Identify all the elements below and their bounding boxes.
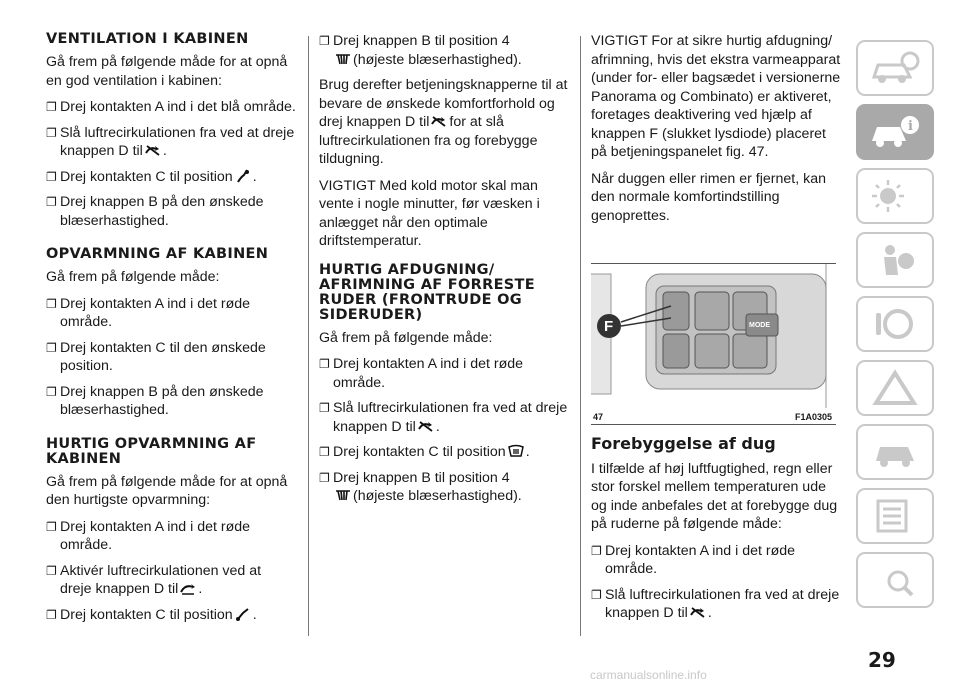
list-item: ❐ Drej kontakten A ind i det røde område. — [591, 542, 796, 577]
recirculation-on-icon — [180, 581, 196, 595]
car-i-icon — [868, 113, 922, 151]
paragraph: Når duggen eller rimen er fjernet, kan den normale komfortindstilling genoprettes. — [591, 170, 827, 224]
heading-fast-heating: HURTIG OPVARMNING AF KABINEN — [46, 435, 257, 467]
tab-technical-data[interactable] — [856, 488, 934, 544]
tab-driving[interactable] — [856, 296, 934, 352]
airbag-icon — [868, 241, 922, 279]
list-item: ❐ Drej kontakten A ind i det røde område. — [46, 518, 251, 553]
column-2 — [319, 32, 569, 513]
heading-prevent-fog: Forebyggelse af dug — [591, 434, 776, 453]
column-divider — [308, 36, 309, 636]
page-number: 29 — [868, 648, 896, 672]
svg-text:i: i — [908, 119, 913, 134]
list-item: ❐ Slå luftrecirkulationen fra ved at dreje knappen D til . — [591, 586, 840, 621]
defrost-icon — [508, 444, 524, 458]
fan-speed-icon — [335, 488, 351, 502]
list-item: ❐ Drej knappen B på den ønskede blæserhastighed. — [46, 383, 264, 418]
recirculation-off-icon — [145, 143, 161, 157]
tab-maintenance[interactable] — [856, 424, 934, 480]
recirculation-off-icon — [431, 114, 447, 128]
list-item: ❐ Drej kontakten C til den ønskede position. — [46, 339, 266, 374]
list-item: ❐ Drej kontakten C til position . — [46, 168, 257, 185]
paragraph: I tilfælde af høj luftfugtighed, regn eller stor forskel mellem temperaturen ude og inde anbefales det at forebygge dug på ruderne på følgende måde: — [591, 460, 838, 532]
list-item: ❐ Drej knappen B til position 4 (højeste blæserhastighed). — [319, 33, 522, 68]
chapter-tabs — [856, 40, 938, 616]
column-divider — [580, 36, 581, 636]
list-icon — [868, 497, 922, 535]
figure-mode-label: MODE — [749, 322, 770, 329]
paragraph: Gå frem på følgende måde for at opnå den hurtigste opvarmning: — [46, 473, 288, 508]
list-item: ❐ Drej knappen B til position 4 (højeste blæserhastighed). — [319, 469, 522, 504]
watermark: carmanualsonline.info — [590, 668, 707, 682]
list-item: ❐ Drej kontakten A ind i det røde område. — [319, 356, 524, 391]
figure-code: F1A0305 — [794, 412, 832, 422]
heading-heating: OPVARMNING AF KABINEN — [46, 246, 269, 262]
column-3-lower — [591, 433, 841, 630]
list-item: ❐ Drej kontakten C til position . — [46, 606, 257, 623]
recirculation-off-icon — [418, 419, 434, 433]
figure-47 — [591, 263, 836, 425]
paragraph: VIGTIGT Med kold motor skal man vente i nogle minutter, før væsken i anlægget når den optimale driftstemperatur. — [319, 177, 540, 249]
paragraph: Gå frem på følgende måde: — [319, 329, 493, 346]
car-info-icon — [868, 49, 922, 87]
column-3 — [591, 32, 841, 233]
tab-knowing-vehicle[interactable] — [856, 40, 934, 96]
lights-icon — [868, 177, 922, 215]
steering-icon — [868, 305, 922, 343]
airflow-face-icon — [235, 169, 251, 183]
figure-callout-f: F — [604, 318, 614, 335]
column-1 — [46, 32, 296, 631]
list-item: ❐ Aktivér luftrecirkulationen ved at dreje knappen D til . — [46, 562, 262, 597]
tab-lights[interactable] — [856, 168, 934, 224]
tab-safety[interactable] — [856, 104, 934, 160]
list-item: ❐ Slå luftrecirkulationen fra ved at dreje knappen D til . — [46, 124, 295, 159]
paragraph: Brug derefter betjeningsknapperne til at bevare de ønskede komfortforhold og drej knappen D til for at slå luftrecirkulationen fra og forebygge tildugning. — [319, 77, 568, 167]
list-item: ❐ Slå luftrecirkulationen fra ved at dreje knappen D til . — [319, 400, 568, 435]
list-item: ❐ Drej knappen B på den ønskede blæserhastighed. — [46, 194, 264, 229]
fan-speed-icon — [335, 52, 351, 66]
list-item: ❐ Drej kontakten A ind i det røde område. — [46, 295, 251, 330]
list-item: ❐ Drej kontakten A ind i det blå område. — [46, 99, 296, 115]
paragraph: Gå frem på følgende måde: — [46, 269, 220, 285]
tab-emergency[interactable] — [856, 360, 934, 416]
recirculation-off-icon — [690, 605, 706, 619]
warning-icon — [868, 369, 922, 407]
paragraph: VIGTIGT For at sikre hurtig afdugning/ afrimning, hvis det ekstra varmeapparat (under for- eller bagsædet i versionerne Panorama og Combinato) er aktiveret, foretages deaktivering ved hjælp af knappen F (slukket lysdiode) placeret på betjeningspanelet fig. 47. — [591, 33, 841, 160]
list-item: ❐ Drej kontakten C til position . — [319, 444, 530, 460]
paragraph: Gå frem på følgende måde for at opnå en god ventilation i kabinen: — [46, 54, 288, 89]
heading-ventilation: VENTILATION I KABINEN — [46, 31, 249, 47]
tab-index[interactable] — [856, 552, 934, 608]
alphabet-icon — [868, 561, 922, 599]
control-panel-illustration — [591, 264, 836, 408]
tab-airbag[interactable] — [856, 232, 934, 288]
car-service-icon — [868, 433, 922, 471]
airflow-feet-icon — [235, 607, 251, 621]
heading-fast-defrost: HURTIG AFDUGNING/ AFRIMNING AF FORRESTE RUDER (FRONTRUDE OG SIDERUDER) — [319, 261, 535, 323]
figure-number: 47 — [593, 412, 604, 422]
